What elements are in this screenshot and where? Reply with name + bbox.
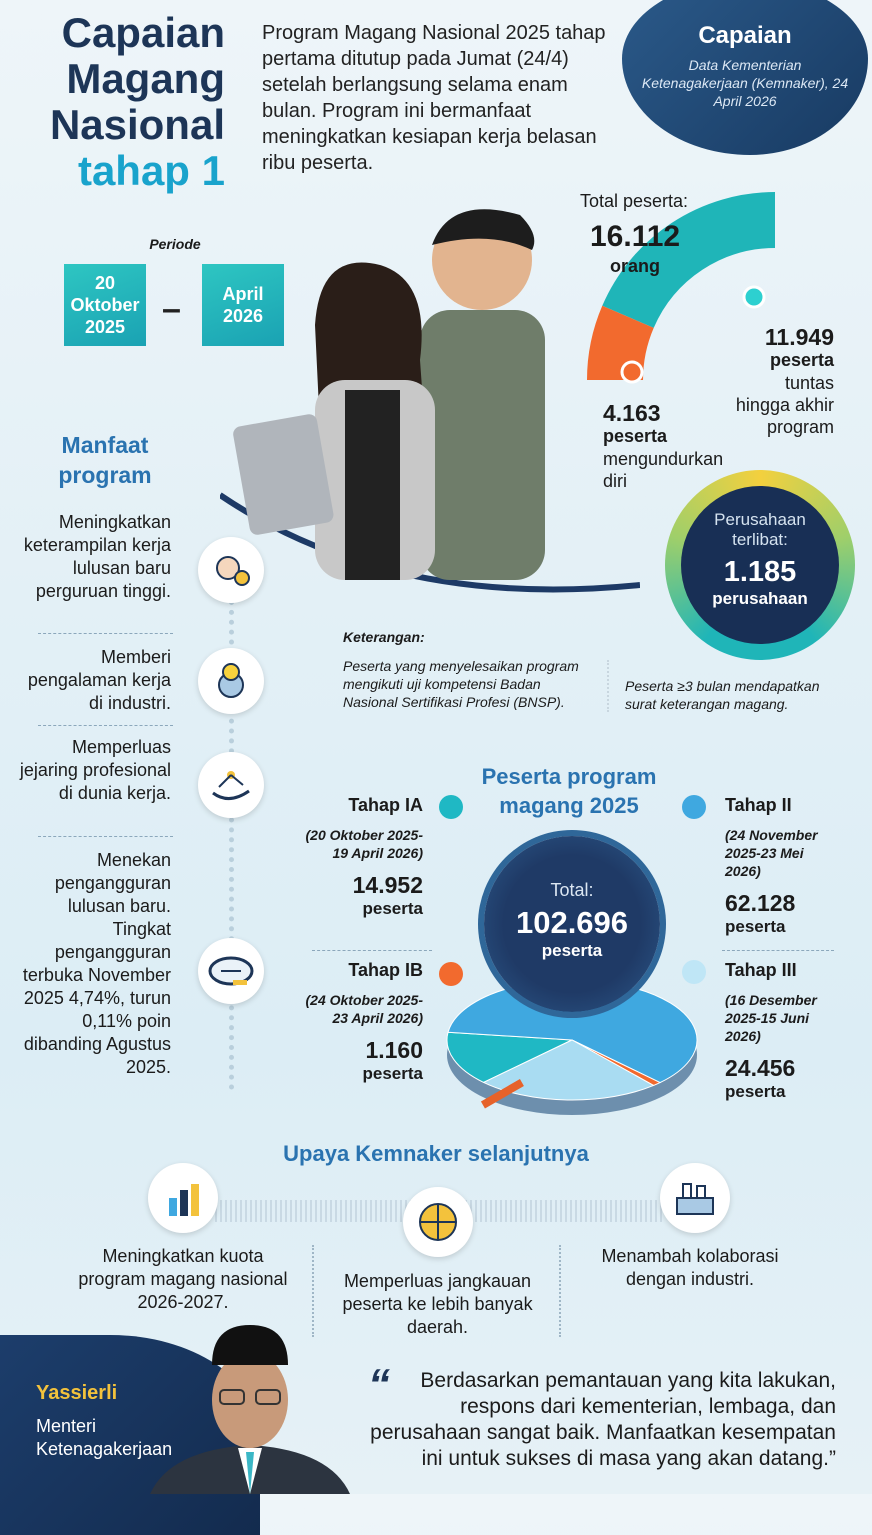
benefit-item: Menekan pengangguran lulusan baru. Tingkat pengangguran terbuka November 2025 4,74%, turun 0,11% poin dibanding Agustus 2025.	[22, 850, 171, 1077]
divider	[312, 950, 432, 951]
tahap-ii: Tahap II (24 November 2025-23 Mei 2026) 62.128 peserta	[725, 795, 818, 936]
menteri-portrait	[150, 1320, 350, 1494]
keterangan-note-1: Peserta yang menyelesaikan program mengikuti uji kompetensi Badan Nasional Sertifikasi Profesi (BNSP).	[343, 658, 579, 710]
periode-label: Periode	[149, 236, 201, 252]
capaian-badge: Capaian Data Kementerian Ketenagakerjaan (Kemnaker), 24 April 2026	[622, 0, 868, 155]
mundur-stat: 4.163 peserta mengundurkan diri	[603, 400, 724, 491]
periode-end: April 2026	[202, 264, 284, 346]
skill-icon	[198, 537, 264, 603]
total-peserta-circle: Total: 102.696 peserta	[484, 836, 660, 1012]
total-label: Total peserta:	[580, 191, 689, 211]
tahap-iii: Tahap III (16 Desember 2025-15 Juni 2026) 24.456 peserta	[725, 960, 817, 1101]
data-source: Data Kementerian Ketenagakerjaan (Kemnaker), 24 April 2026	[641, 57, 849, 109]
globe-network-icon	[403, 1187, 473, 1257]
keterangan-title: Keterangan:	[343, 629, 425, 645]
periode-dash: –	[162, 290, 181, 328]
upaya-heading: Upaya Kemnaker selanjutnya	[283, 1141, 589, 1166]
quote-icon: “	[368, 1360, 390, 1409]
keterangan-note-2: Peserta ≥3 bulan mendapatkan surat keterangan magang.	[625, 678, 820, 712]
tahap-ii-marker	[682, 795, 706, 819]
tahap-ia: Tahap IA (20 Oktober 2025-19 April 2026) 14.952 peserta	[305, 795, 423, 918]
manfaat-heading: Manfaat program	[58, 432, 152, 488]
tahap-iii-marker	[682, 960, 706, 984]
tuntas-marker	[744, 287, 764, 307]
unemployment-icon	[198, 938, 264, 1004]
tahap-ia-marker	[439, 795, 463, 819]
network-icon	[198, 752, 264, 818]
divider	[607, 660, 609, 712]
divider	[722, 950, 834, 951]
upaya-item: Menambah kolaborasi dengan industri.	[601, 1246, 779, 1289]
periode-start: 20 Oktober 2025	[64, 264, 146, 346]
interns-illustration	[220, 190, 640, 610]
minister-quote: Berdasarkan pemantauan yang kita lakukan, respons dari kementerian, lembaga, dan perusahaan sangat baik. Manfaatkan kesempatan ini untuk sukses di masa yang akan datang.”	[370, 1369, 836, 1470]
quota-chart-icon	[148, 1163, 218, 1233]
tahap-ib-marker	[439, 962, 463, 986]
idea-icon	[198, 648, 264, 714]
menteri-role: Menteri Ketenagakerjaan	[36, 1416, 173, 1459]
industry-icon	[660, 1163, 730, 1233]
tuntas-stat: 11.949 peserta tuntas hingga akhir program	[735, 324, 834, 437]
intro-text: Program Magang Nasional 2025 tahap pertama ditutup pada Jumat (24/4) setelah berlangsung selama enam bulan. Program ini bermanfaat meningkatkan kesiapan kerja belasan ribu peserta.	[262, 22, 606, 174]
benefit-item: Meningkatkan keterampilan kerja lulusan baru perguruan tinggi.	[23, 512, 171, 601]
perusahaan-badge: Perusahaan terlibat: 1.185 perusahaan	[665, 470, 855, 660]
mundur-marker	[622, 362, 642, 382]
benefit-item: Memberi pengalaman kerja di industri.	[27, 647, 171, 713]
tahap-ib: Tahap IB (24 Oktober 2025-23 April 2026) 1.160 peserta	[305, 960, 423, 1083]
total-unit: orang	[610, 256, 661, 276]
divider	[559, 1245, 561, 1337]
divider	[38, 725, 173, 726]
divider	[38, 633, 173, 634]
benefit-item: Memperluas jejaring profesional di dunia kerja.	[19, 737, 171, 803]
upaya-item: Memperluas jangkauan peserta ke lebih banyak daerah.	[342, 1271, 533, 1337]
upaya-item: Meningkatkan kuota program magang nasional 2026-2027.	[78, 1246, 288, 1312]
total-value: 16.112	[590, 220, 681, 253]
menteri-name: Yassierli	[36, 1382, 118, 1404]
peserta-heading: Peserta program magang 2025	[481, 764, 657, 818]
divider	[38, 836, 173, 837]
page-title: Capaian Magang Nasional tahap 1	[49, 9, 225, 194]
